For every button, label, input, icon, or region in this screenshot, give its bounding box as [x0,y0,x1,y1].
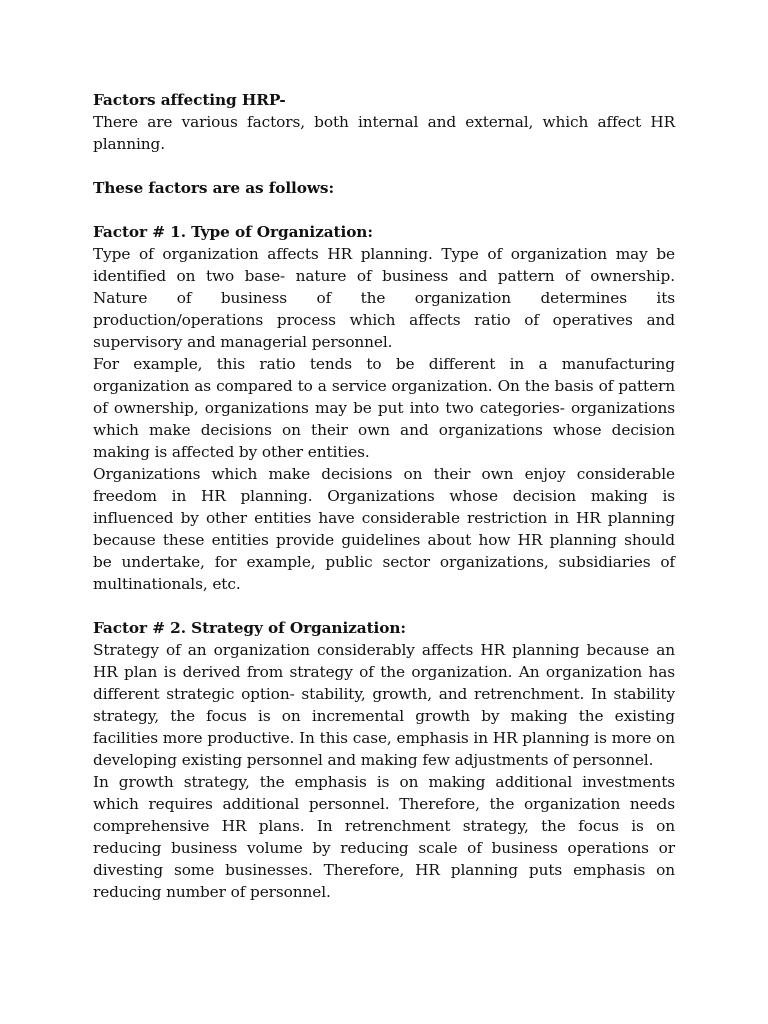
factor-paragraph: Organizations which make decisions on their own enjoy considerable freedom in HR planning. Organizations whose decision making is influenced by other entities have considerable restriction in HR planning because these entities provide guidelines about how HR planning should be undertake, for example, public sector organizations, subsidiaries of multinationals, etc. [93,465,675,593]
factor-section-2 [93,617,675,903]
document-page [93,89,675,903]
spacer [93,595,675,617]
factor-section-1 [93,221,675,595]
factors-subheading: These factors are as follows: [93,179,334,197]
factor-paragraph: Strategy of an organization considerably affects HR planning because an HR plan is derived from strategy of the organization. An organization has different strategic option- stability, growth, and retrenchment. In stability strategy, the focus is on incremental growth by making the existing facilities more productive. In this case, emphasis in HR planning is more on developing existing personnel and making few adjustments of personnel. [93,641,675,769]
factor-paragraph: For example, this ratio tends to be different in a manufacturing organization as compared to a service organization. On the basis of pattern of ownership, organizations may be put into two categories- organizations which make decisions on their own and organizations whose decision making is affected by other entities. [93,355,675,461]
factor-paragraph: In growth strategy, the emphasis is on making additional investments which requires additional personnel. Therefore, the organization needs comprehensive HR plans. In retrenchment strategy, the focus is on reducing business volume by reducing scale of business operations or divesting some businesses. Therefore, HR planning puts emphasis on reducing number of personnel. [93,773,675,901]
document-heading: Factors affecting HRP- [93,91,286,109]
factor-title: Factor # 2. Strategy of Organization: [93,619,406,637]
factor-title: Factor # 1. Type of Organization: [93,223,373,241]
spacer [93,199,675,221]
intro-paragraph: There are various factors, both internal and external, which affect HR planning. [93,113,675,153]
factor-paragraph: Type of organization affects HR planning. Type of organization may be identified on two base- nature of business and pattern of ownership. Nature of business of the organization determines its production/operations process which affects ratio of operatives and supervisory and managerial personnel. [93,245,675,351]
spacer [93,155,675,177]
